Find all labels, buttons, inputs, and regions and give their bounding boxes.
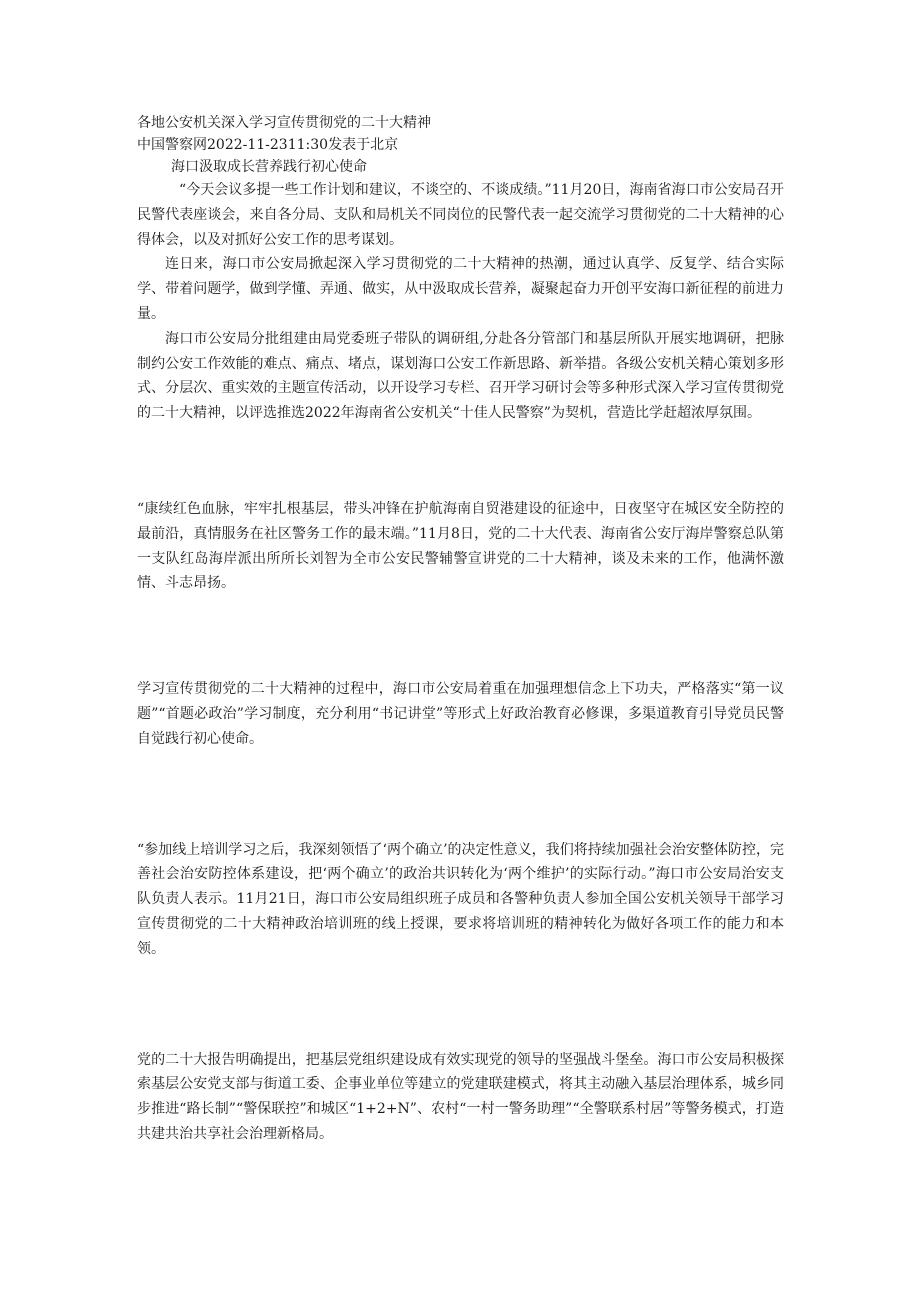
paragraph-5: 学习宣传贯彻党的二十大精神的过程中，海口市公安局着重在加强理想信念上下功夫，严格落实“第一议题”“首题必政治”学习制度，充分利用“书记讲堂”等形式上好政治教育必修课，多渠道教育引导党员民警自觉践行初心使命。 — [137, 681, 784, 747]
paragraph-7: 党的二十大报告明确提出，把基层党组织建设成有效实现党的领导的坚强战斗堡垒。海口市公安局积极探索基层公安党支部与街道工委、企事业单位等建立的党建联建模式，将其主动融入基层治理体系，城乡同步推进“路长制”“警保联控”和城区“1+2+N”、农村“一村一警务助理”“全警联系村居”等警务模式，打造共建共治共享社会治理新格局。 — [137, 1051, 784, 1142]
article-title: 各地公安机关深入学习宣传贯彻党的二十大精神 — [137, 115, 431, 131]
paragraph-1: “今天会议多提一些工作计划和建议，不谈空的、不谈成绩。”11月20日，海南省海口市公安局召开民警代表座谈会，来自各分局、支队和局机关不同岗位的民警代表一起交流学习贯彻党的二十大精神的心得体会，以及对抓好公安工作的思考谋划。 — [137, 182, 784, 248]
article-subheading: 海口汲取成长营养践行初心使命 — [171, 159, 367, 175]
paragraph-3: 海口市公安局分批组建由局党委班子带队的调研组,分赴各分管部门和基层所队开展实地调研，把脉制约公安工作效能的难点、痛点、堵点，谋划海口公安工作新思路、新举措。各级公安机关精心策划多形式、分层次、重实效的主题宣传活动，以开设学习专栏、召开学习研讨会等多种形式深入学习宣传贯彻党的二十大精神，以评选推选2022年海南省公安机关“十佳人民警察”为契机，营造比学赶超浓厚氛围。 — [137, 330, 784, 422]
paragraph-2: 连日来，海口市公安局掀起深入学习贯彻党的二十大精神的热潮，通过认真学、反复学、结合实际学、带着问题学，做到学懂、弄通、做实，从中汲取成长营养，凝聚起奋力开创平安海口新征程的前进力量。 — [137, 256, 784, 322]
paragraph-6: “参加线上培训学习之后，我深刻领悟了‘两个确立’的决定性意义，我们将持续加强社会治安整体防控，完善社会治安防控体系建设，把‘两个确立’的政治共识转化为‘两个维护’的实际行动。”海口市公安局治安支队负责人表示。11月21日，海口市公安局组织班子成员和各警种负责人参加全国公安机关领导干部学习宣传贯彻党的二十大精神政治培训班的线上授课，要求将培训班的精神转化为做好各项工作的能力和本领。 — [137, 841, 784, 957]
paragraph-4: “康续红色血脉，牢牢扎根基层，带头冲锋在护航海南自贸港建设的征途中，日夜坚守在城区安全防控的最前沿，真情服务在社区警务工作的最末端。”11月8日，党的二十大代表、海南省公安厅海岸警察总队第一支队红岛海岸派出所所长刘智为全市公安民警辅警宣讲党的二十大精神，谈及未来的工作，他满怀激情、斗志昂扬。 — [137, 500, 784, 592]
article-byline: 中国警察网2022-11-2311:30发表于北京 — [137, 137, 399, 153]
article — [137, 112, 784, 1147]
